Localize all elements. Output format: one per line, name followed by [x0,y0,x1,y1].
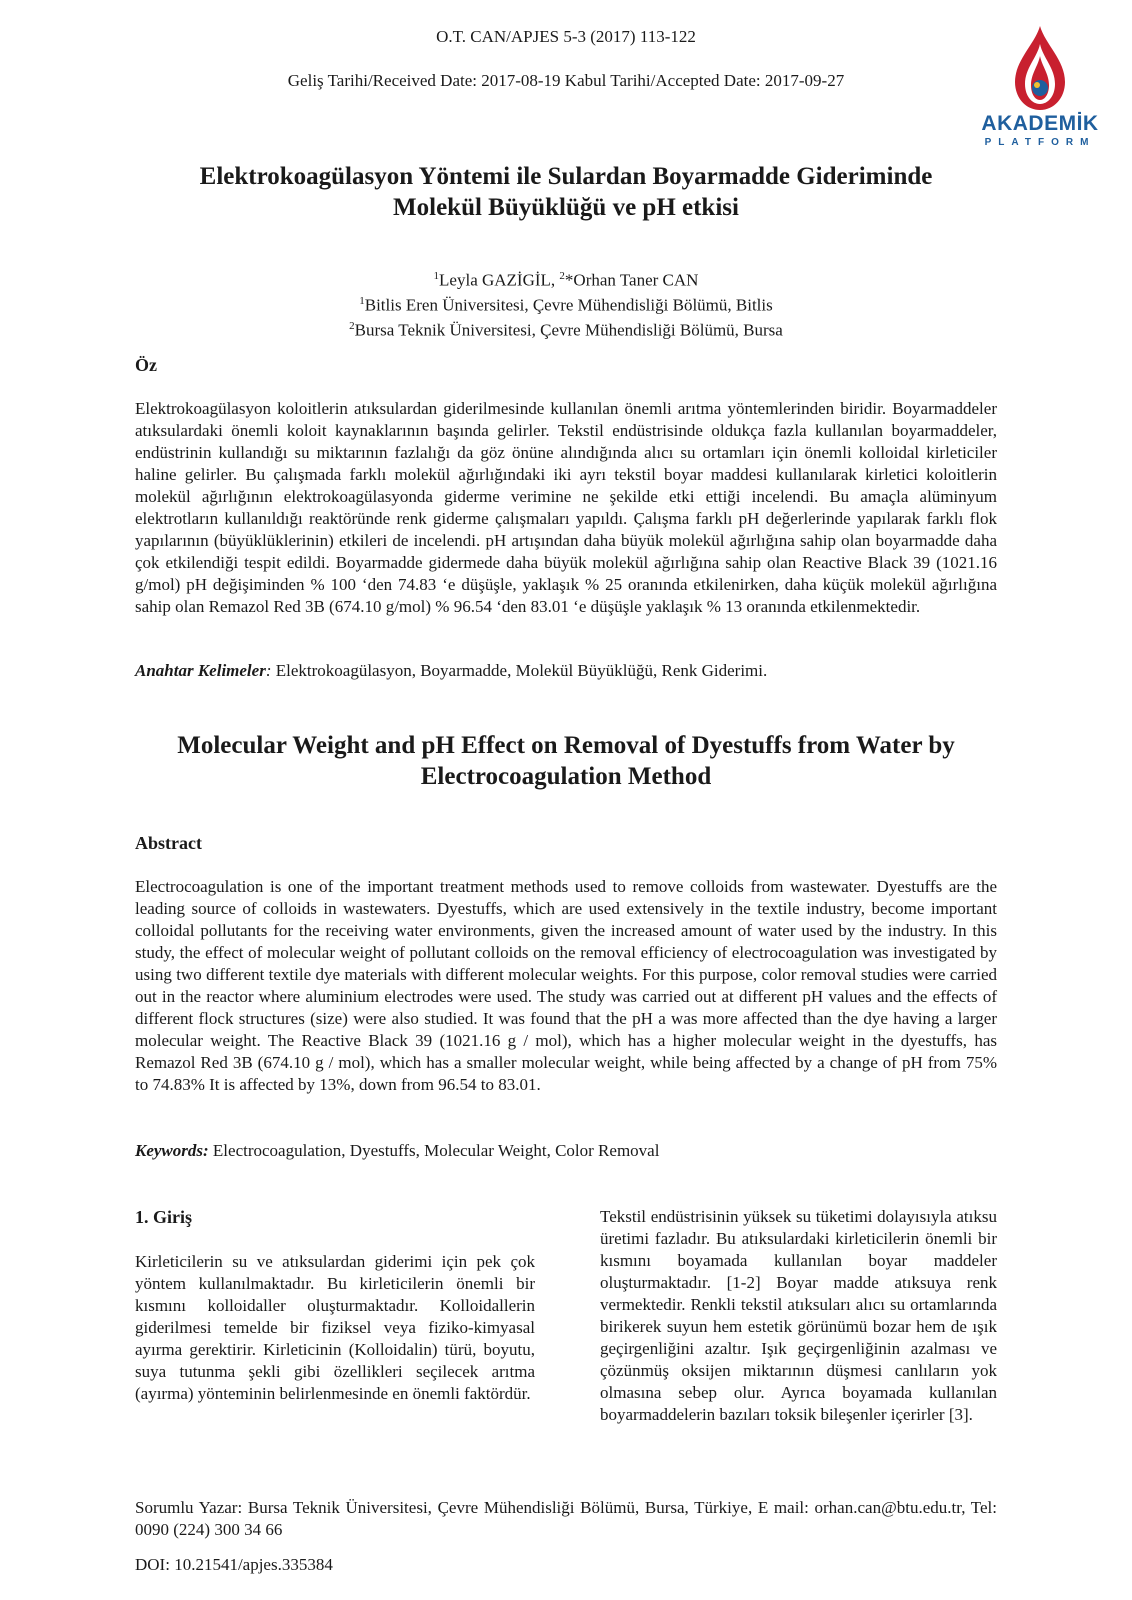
abstract-heading: Abstract [135,833,202,853]
title-english [135,730,997,792]
flame-drop-icon [975,22,1105,114]
section-heading-giris: 1. Giriş [135,1207,192,1227]
author2-sup: 2 [559,270,565,282]
oz-body: Elektrokoagülasyon koloitlerin atıksulardan giderilmesinde kullanılan önemli arıtma yöntemlerinden biridir. Boyarmaddeler atıksulardaki önemli koloit kaynaklarının başında gelirler. Tekstil endüstrisinde oldukça fazla kullanılan boyarmaddeler, endüstrinin kullandığı su miktarının fazlalığı da göz önüne alındığında alıcı su ortamları için önemli kolloidal kirleticiler haline gelirler. Bu çalışmada farklı molekül ağırlığındaki iki ayrı tekstil boyar maddesi kullanılarak kirletici koloitlerin molekül ağırlığının elektrokoagülasyonda giderme verimine ne şekilde etki ettiği incelendi. Bu amaçla alüminyum elektrotların kullanıldığı reaktöründe renk giderme çalışmaları yapıldı. Çalışma farklı pH değerlerinde yapılarak farklı flok yapılarının (büyüklüklerinin) etkileri de incelendi. pH artışından daha büyük molekül ağırlığına sahip olan boyarmadde daha çok etkilendiği tespit edildi. Boyarmadde gidermede daha büyük molekül ağırlığına sahip olan Reactive Black 39 (1021.16 g/mol) pH değişiminden % 100 ‘den 74.83 ‘e düşüşle, yaklaşık % 25 oranında etkilenirken, daha küçük molekül ağırlığına sahip olan Remazol Red 3B (674.10 g/mol) % 96.54 ‘den 83.01 ‘e düşüşle yaklaşık % 13 oranında etkilenmektedir. [135,399,997,616]
affiliation-2-sup: 2 [349,320,355,333]
keywords-turkish [135,661,997,681]
author1-sup: 1 [433,270,440,282]
title-english-line2: Electrocoagulation Method [420,763,712,790]
journal-citation: O.T. CAN/APJES 5-3 (2017) 113-122 [436,27,696,46]
author-line [135,266,997,291]
affiliation-1-text: Bitlis Eren Üniversitesi, Çevre Mühendisliği Bölümü, Bitlis [364,295,773,315]
doi: DOI: 10.21541/apjes.335384 [135,1555,333,1574]
akademik-platform-logo [975,22,1105,152]
affiliation-1 [135,291,997,316]
affiliation-1-sup: 1 [359,295,365,308]
correspondence-footnote: Sorumlu Yazar: Bursa Teknik Üniversitesi, Çevre Mühendisliği Bölümü, Bursa, Türkiye, E mail: orhan.can@btu.edu.tr, Tel: 0090 (224) 300 34 66 [135,1498,997,1539]
author2-name: *Orhan Taner CAN [564,270,699,290]
keywords-english-label: Keywords: [135,1141,209,1160]
intro-right-column: Tekstil endüstrisinin yüksek su tüketimi dolayısıyla atıksu üretimi fazladır. Bu atıksulardaki kirleticilerin önemli bir kısmını boyamada kullanılan boyar maddeler oluşturmaktadır. [1-2] Boyar madde atıksuya renk vermektedir. Renkli tekstil atıksuları alıcı su ortamlarında birikerek suyun hem estetik görünümü bozar hem de ışık geçirgenliğini azaltır. Işık geçirgenliğinin azalması ve çözünmüş oksijen miktarının düşmesi canlıların yok olmasına sebep olur. Ayrıca boyamada kullanılan boyarmaddelerin bazıları toksik bileşenler içerirler [3]. [600,1207,997,1424]
title-turkish-line2: Molekül Büyüklüğü ve pH etkisi [393,194,739,221]
title-turkish [135,161,997,223]
affiliation-2 [135,316,997,341]
logo-wordmark: AKADEMİK [981,112,1099,135]
keywords-english [135,1141,997,1161]
affiliation-2-text: Bursa Teknik Üniversitesi, Çevre Mühendisliği Bölümü, Bursa [354,320,783,340]
keywords-english-list: Electrocoagulation, Dyestuffs, Molecular Weight, Color Removal [208,1141,660,1160]
keywords-turkish-label: Anahtar Kelimeler [135,661,266,680]
keywords-turkish-list: Elektrokoagülasyon, Boyarmadde, Molekül Büyüklüğü, Renk Giderimi. [271,661,768,680]
intro-left-column: Kirleticilerin su ve atıksulardan giderimi için pek çok yöntem kullanılmaktadır. Bu kirleticilerin önemli bir kısmını kolloidaller oluşturmaktadır. Kolloidallerin giderilmesi temelde bir fiziksel veya fiziko-kimyasal ayırma gerektirir. Kirleticinin (Kolloidalin) türü, boyutu, suya tutunma şekli gibi özellikleri seçilecek arıtma (ayırma) yönteminin belirlenmesinde en önemli faktördür. [135,1252,535,1403]
author1-name: Leyla GAZİGİL, [439,270,560,290]
keywords-turkish-colon: : [265,661,272,680]
title-turkish-line1: Elektrokoagülasyon Yöntemi ile Sulardan Boyarmadde Gideriminde [199,163,933,190]
abstract-body: Electrocoagulation is one of the important treatment methods used to remove colloids from wastewater. Dyestuffs are the leading source of colloids in wastewaters. Dyestuffs, which are used extensively in the textile industry, become important colloidal pollutants for the receiving water environments, given the increased amount of water used by the industry. In this study, the effect of molecular weight of pollutant colloids on the removal efficiency of electrocoagulation was investigated by using two different textile dye materials with different molecular weights. For this purpose, color removal studies were carried out in the reactor where aluminium electrodes were used. The study was carried out at different pH values and the effects of different flock structures (size) were also studied. It was found that the pH a was more affected than the dye having a larger molecular weight. The Reactive Black 39 (1021.16 g / mol), which has a higher molecular weight in the dyestuffs, has Remazol Red 3B (674.10 g / mol), which has a smaller molecular weight, while being affected by a change of pH from 75% to 74.83% It is affected by 13%, down from 96.54 to 83.01. [135,877,997,1094]
logo-subtext: PLATFORM [984,137,1096,148]
authors-block [135,266,997,341]
received-accepted-dates: Geliş Tarihi/Received Date: 2017-08-19 Kabul Tarihi/Accepted Date: 2017-09-27 [287,71,845,90]
oz-heading: Öz [135,355,157,375]
title-english-line1: Molecular Weight and pH Effect on Removal of Dyestuffs from Water by [177,732,955,759]
